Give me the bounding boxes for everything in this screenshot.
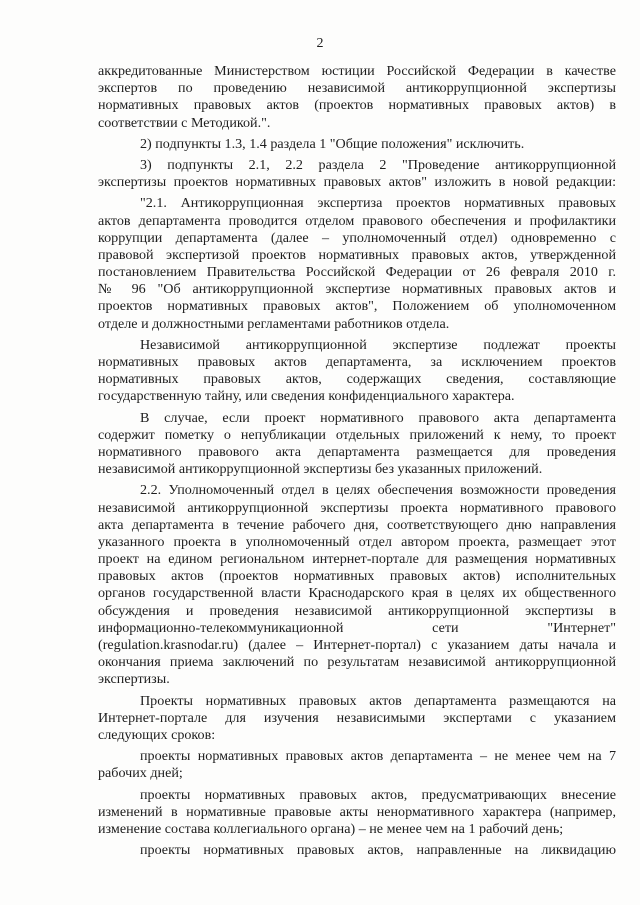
text-line: проекты нормативных правовых актов, предусматривающих внесение bbox=[140, 786, 616, 803]
text-line: проекты нормативных правовых актов департамента – не менее чем на 7 bbox=[140, 748, 616, 765]
text-line: нормативных правовых актов департамента, за исключением проектов bbox=[98, 354, 616, 370]
text-line: независимой антикоррупционной экспертизы без указанных приложений. bbox=[98, 461, 543, 478]
text-line: актов департамента проводится отделом правового обеспечения и профилактики bbox=[98, 212, 616, 229]
text-line: постановлением Правительства Российской Федерации от 26 февраля 2010 г. bbox=[98, 264, 616, 281]
text-line: проект на едином региональном интернет-портале для размещения нормативных bbox=[98, 551, 616, 568]
text-line: указанного проекта в уполномоченный отдел автором проекта, размещает этот bbox=[98, 533, 616, 550]
text-line: независимой антикоррупционной экспертизы проекта нормативного правового bbox=[98, 499, 616, 516]
text-line: (regulation.krasnodar.ru) (далее – Интернет-портал) с указанием даты начала и bbox=[98, 637, 616, 653]
text-line: проекты нормативных правовых актов, направленные на ликвидацию bbox=[140, 842, 616, 859]
text-line: акта департамента в течение рабочего дня, соответствующего дню направления bbox=[98, 516, 616, 533]
text-line: коррупции департамента (далее – уполномоченный отдел) одновременно с bbox=[98, 229, 616, 246]
text-line: органов государственной власти Краснодарского края в целях их общественного bbox=[98, 585, 616, 602]
text-line: содержит пометку о непубликации отдельных приложений к нему, то проект bbox=[98, 426, 616, 443]
text-line: экспертизы. bbox=[98, 671, 170, 688]
text-line: нормативных правовых актов, содержащих сведения, составляющие bbox=[98, 371, 616, 388]
text-line: 3) подпункты 2.1, 2.2 раздела 2 "Проведение антикоррупционной bbox=[140, 156, 616, 173]
text-line: № 96 "Об антикоррупционной экспертизе нормативных правовых актов и bbox=[98, 281, 616, 298]
text-line: аккредитованные Министерством юстиции Российской Федерации в качестве bbox=[98, 63, 616, 79]
text-line: информационно-телекоммуникационной сети "Интернет" bbox=[98, 619, 616, 636]
text-line: окончания приема заключений по результатам независимой антикоррупционной bbox=[98, 654, 616, 671]
text-line: 2.2. Уполномоченный отдел в целях обеспечения возможности проведения bbox=[140, 482, 616, 499]
text-line: изменение состава коллегиального органа) – не менее чем на 1 рабочий день; bbox=[98, 820, 564, 837]
text-line: 2) подпункты 1.3, 1.4 раздела 1 "Общие положения" исключить. bbox=[140, 135, 525, 152]
text-line: нормативного правового акта департамента размещается для проведения bbox=[98, 443, 616, 460]
text-line: Интернет-портале для изучения независимыми экспертами с указанием bbox=[98, 709, 616, 726]
text-line: соответствии с Методикой.". bbox=[98, 114, 271, 131]
document-body bbox=[98, 63, 616, 859]
text-line: проектов нормативных правовых актов", Положением об уполномоченном bbox=[98, 298, 616, 315]
text-line: экспертизы проектов нормативных правовых актов" изложить в новой редакции: bbox=[98, 174, 616, 191]
text-line: обсуждения и проведения независимой антикоррупционной экспертизы в bbox=[98, 602, 616, 619]
text-line: "2.1. Антикоррупционная экспертиза проектов нормативных правовых bbox=[140, 195, 616, 212]
text-line: следующих сроков: bbox=[98, 726, 216, 743]
text-line: нормативных правовых актов (проектов нормативных правовых актов) в bbox=[98, 97, 616, 114]
page-number: 2 bbox=[316, 36, 324, 51]
text-line: изменений в нормативные правовые акты ненормативного характера (например, bbox=[98, 803, 616, 820]
text-line: Проекты нормативных правовых актов департамента размещаются на bbox=[140, 692, 616, 709]
text-line: Независимой антикоррупционной экспертизе подлежат проекты bbox=[140, 336, 616, 353]
text-line: правовых актов (проектов нормативных правовых актов) исполнительных bbox=[98, 568, 616, 585]
text-line: отделе и должностными регламентами работников отдела. bbox=[98, 315, 450, 332]
text-line: государственную тайну, или сведения конфиденциального характера. bbox=[98, 388, 515, 405]
text-line: рабочих дней; bbox=[98, 765, 183, 782]
text-line: В случае, если проект нормативного правового акта департамента bbox=[140, 409, 616, 426]
text-line: правовой экспертизой проектов нормативных правовых актов, утвержденной bbox=[98, 246, 616, 263]
text-line: экспертов по проведению независимой антикоррупционной экспертизы bbox=[98, 80, 616, 97]
